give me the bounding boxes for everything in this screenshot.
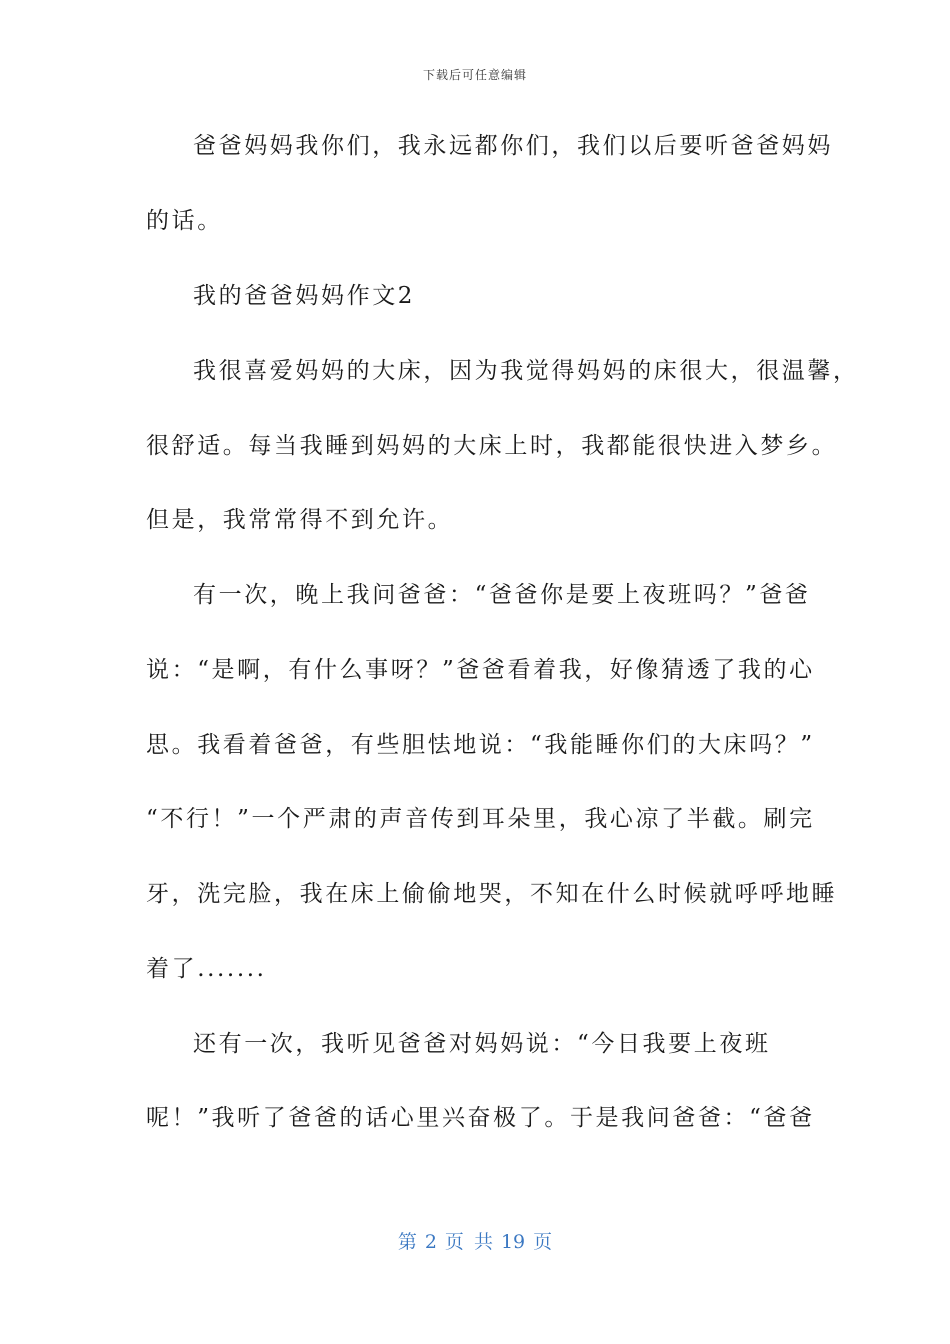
text-line: 的话。 [146,208,223,234]
text-line: 还有一次，我听见爸爸对妈妈说：“今日我要上夜班 [193,1031,771,1057]
page-footer [0,1227,950,1254]
section-heading: 我的爸爸妈妈作文2 [193,283,416,309]
footer-prefix: 第 [397,1231,417,1253]
text-line: 说：“是啊，有什么事呀？”爸爸看着我，好像猜透了我的心 [146,657,815,683]
text-line: 有一次，晚上我问爸爸：“爸爸你是要上夜班吗？”爸爸 [193,582,811,608]
total-page-count: 19 [500,1231,526,1253]
text-line: 思。我看着爸爸，有些胆怯地说：“我能睡你们的大床吗？” [146,732,815,758]
current-page-number: 2 [424,1231,437,1253]
footer-suffix: 页 [533,1231,553,1253]
footer-middle: 页 共 [444,1231,493,1253]
text-line: “不行！”一个严肃的声音传到耳朵里，我心凉了半截。刷完 [146,806,815,832]
page-header: 下载后可任意编辑 [422,68,527,82]
text-line: 很舒适。每当我睡到妈妈的大床上时，我都能很快进入梦乡。 [146,433,838,459]
text-line: 牙，洗完脸，我在床上偷偷地哭，不知在什么时候就呼呼地睡 [146,881,838,907]
text-line: 但是，我常常得不到允许。 [146,507,454,533]
text-line: 爸爸妈妈我你们，我永远都你们，我们以后要听爸爸妈妈 [193,133,833,159]
text-line: 着了....... [146,956,267,982]
text-line: 我很喜爱妈妈的大床，因为我觉得妈妈的床很大，很温馨， [193,358,859,384]
text-line: 呢！”我听了爸爸的话心里兴奋极了。于是我问爸爸：“爸爸 [146,1105,815,1131]
